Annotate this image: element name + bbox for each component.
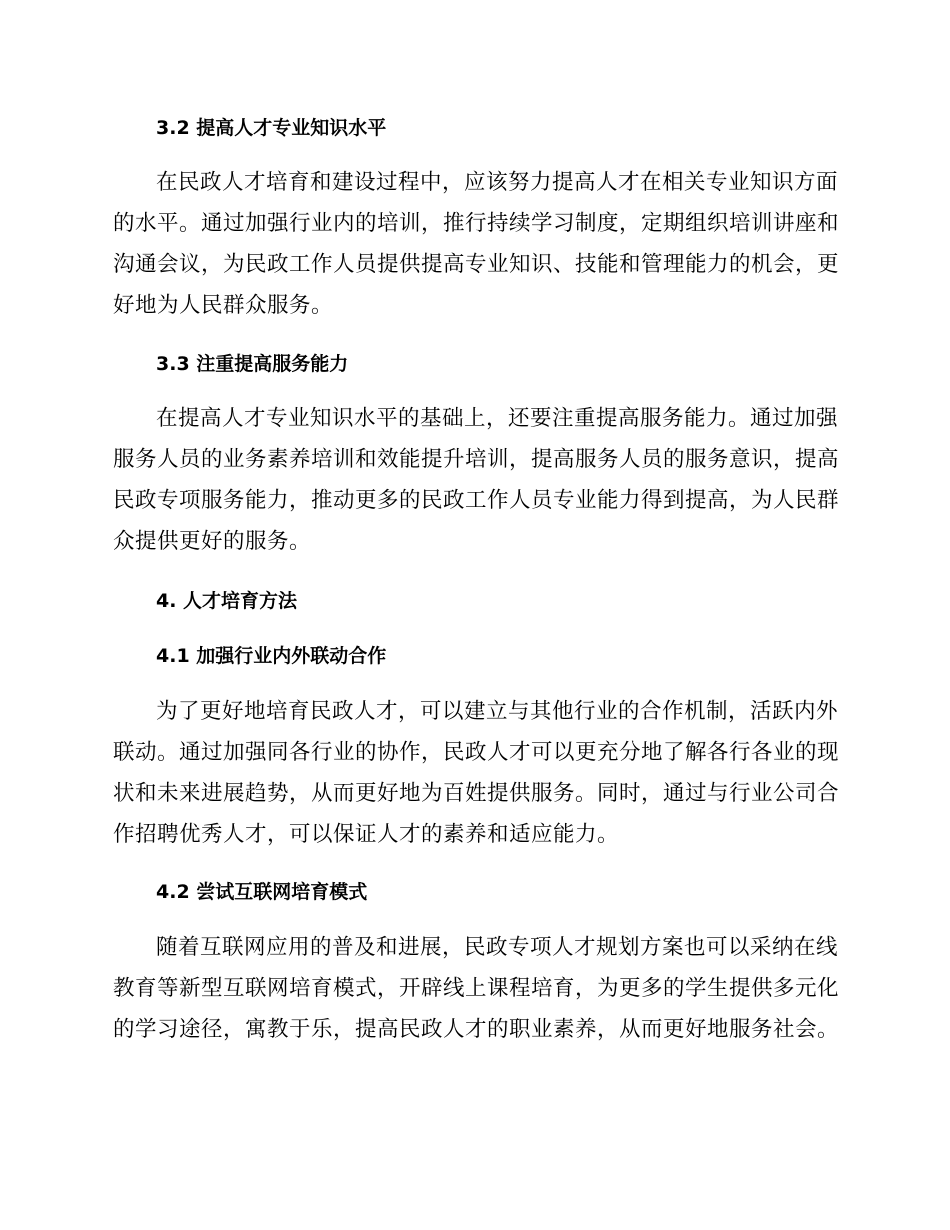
paragraph-4-2 — [113, 927, 840, 1050]
section-heading-4: 4. 人才培育方法 — [156, 590, 298, 612]
paragraph-line: 好地为人民群众服务。 — [113, 293, 334, 318]
paragraph-line: 作招聘优秀人才，可以保证人才的素养和适应能力。 — [113, 822, 620, 847]
paragraph-line: 联动。通过加强同各行业的协作，民政人才可以更充分地了解各行各业的现 — [113, 740, 840, 765]
section-heading-3-3: 3.3 注重提高服务能力 — [156, 353, 349, 375]
paragraph-3-3 — [113, 398, 840, 562]
paragraph-line: 随着互联网应用的普及和进展，民政专项人才规划方案也可以采纳在线 — [156, 935, 839, 960]
paragraph-line: 的水平。通过加强行业内的培训，推行持续学习制度，定期组织培训讲座和 — [113, 211, 840, 236]
paragraph-line: 为了更好地培育民政人才，可以建立与其他行业的合作机制，活跃内外 — [156, 699, 839, 724]
paragraph-line: 的学习途径，寓教于乐，提高民政人才的职业素养，从而更好地服务社会。 — [113, 1017, 840, 1042]
paragraph-3-2 — [113, 162, 840, 326]
section-heading-3-2: 3.2 提高人才专业知识水平 — [156, 117, 387, 139]
paragraph-line: 在提高人才专业知识水平的基础上，还要注重提高服务能力。通过加强 — [156, 406, 839, 431]
paragraph-line: 服务人员的业务素养培训和效能提升培训，提高服务人员的服务意识，提高 — [113, 447, 840, 472]
paragraph-4-1 — [113, 691, 840, 855]
paragraph-line: 沟通会议，为民政工作人员提供提高专业知识、技能和管理能力的机会，更 — [113, 252, 840, 277]
paragraph-line: 状和未来进展趋势，从而更好地为百姓提供服务。同时，通过与行业公司合 — [113, 781, 840, 806]
paragraph-line: 民政专项服务能力，推动更多的民政工作人员专业能力得到提高，为人民群 — [113, 488, 840, 513]
paragraph-line: 众提供更好的服务。 — [113, 529, 312, 554]
paragraph-line: 教育等新型互联网培育模式，开辟线上课程培育，为更多的学生提供多元化 — [113, 976, 840, 1001]
section-heading-4-1: 4.1 加强行业内外联动合作 — [156, 645, 387, 667]
section-heading-4-2: 4.2 尝试互联网培育模式 — [156, 881, 368, 903]
paragraph-line: 在民政人才培育和建设过程中，应该努力提高人才在相关专业知识方面 — [156, 170, 839, 195]
